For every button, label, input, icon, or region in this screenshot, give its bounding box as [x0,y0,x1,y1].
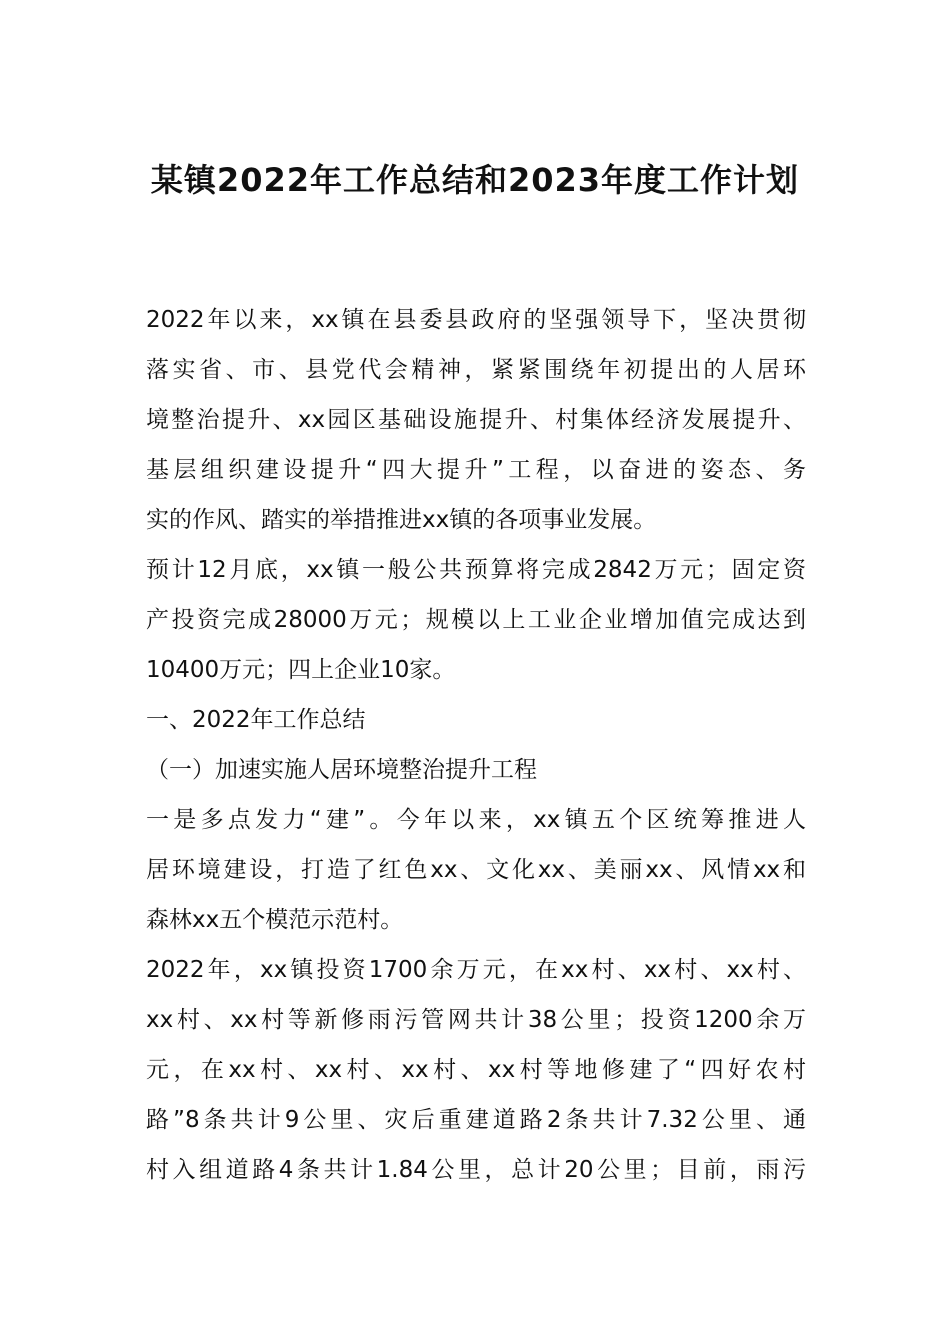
document-body [146,295,806,1195]
paragraph-line: 预计12月底，xx镇一般公共预算将完成2842万元；固定资 [146,557,806,583]
paragraph-line: 基层组织建设提升“四大提升”工程，以奋进的姿态、务 [146,457,806,483]
section-heading: 一、2022年工作总结 [146,707,366,733]
paragraph-line: 实的作风、踏实的举措推进xx镇的各项事业发展。 [146,507,657,533]
paragraph-line: 森林xx五个模范示范村。 [146,907,404,933]
paragraph-line: 产投资完成28000万元；规模以上工业企业增加值完成达到 [146,607,806,633]
paragraph-line: 元，在xx村、xx村、xx村、xx村等地修建了“四好农村 [146,1057,806,1083]
paragraph-line: 落实省、市、县党代会精神，紧紧围绕年初提出的人居环 [146,357,806,383]
paragraph-line: 路”8条共计9公里、灾后重建道路2条共计7.32公里、通 [146,1107,806,1133]
paragraph-line: 2022年以来，xx镇在县委县政府的坚强领导下，坚决贯彻 [146,307,806,333]
paragraph-line: 境整治提升、xx园区基础设施提升、村集体经济发展提升、 [146,407,806,433]
paragraph-line: 10400万元；四上企业10家。 [146,657,456,683]
subsection-heading: （一）加速实施人居环境整治提升工程 [146,757,537,783]
paragraph-line: 村入组道路4条共计1.84公里，总计20公里；目前，雨污 [146,1157,806,1183]
paragraph-line: xx村、xx村等新修雨污管网共计38公里；投资1200余万 [146,1007,806,1033]
paragraph-line: 一是多点发力“建”。今年以来，xx镇五个区统筹推进人 [146,807,806,833]
document-title: 某镇2022年工作总结和2023年度工作计划 [150,161,800,199]
paragraph-line: 居环境建设，打造了红色xx、文化xx、美丽xx、风情xx和 [146,857,806,883]
paragraph-line: 2022年，xx镇投资1700余万元，在xx村、xx村、xx村、 [146,957,806,983]
